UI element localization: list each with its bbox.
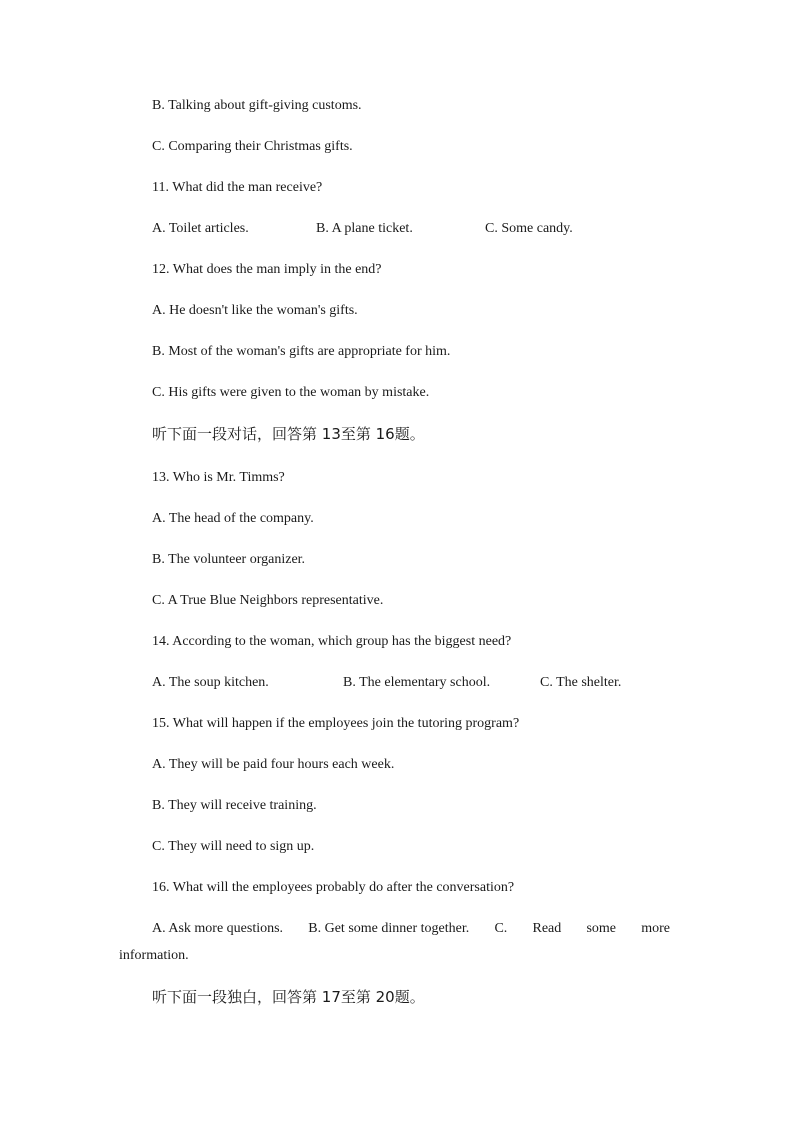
- section-instruction-13-16: 听下面一段对话，回答第 13至第 16题。: [152, 425, 425, 443]
- option-12b: B. Most of the woman's gifts are appropriate for him.: [152, 344, 451, 359]
- option-10c: C. Comparing their Christmas gifts.: [152, 139, 353, 154]
- option-16c-continuation: information.: [119, 948, 189, 963]
- section-instruction-17-20: 听下面一段独白，回答第 17至第 20题。: [152, 988, 425, 1006]
- option-13c: C. A True Blue Neighbors representative.: [152, 593, 384, 608]
- option-16a: A. Ask more questions.: [152, 921, 284, 936]
- options-16: [152, 920, 670, 938]
- option-13a: A. The head of the company.: [152, 511, 314, 526]
- option-14a: A. The soup kitchen.: [152, 675, 269, 690]
- question-11: 11. What did the man receive?: [152, 180, 323, 195]
- option-14c: C. The shelter.: [540, 675, 622, 690]
- option-16b: B. Get some dinner together.: [308, 921, 470, 936]
- option-16c-word: some: [586, 921, 617, 936]
- option-13b: B. The volunteer organizer.: [152, 552, 306, 567]
- question-16: 16. What will the employees probably do after the conversation?: [152, 880, 515, 895]
- question-15: 15. What will happen if the employees join the tutoring program?: [152, 716, 520, 731]
- option-15b: B. They will receive training.: [152, 798, 317, 813]
- option-11b: B. A plane ticket.: [316, 221, 413, 236]
- option-16c-word: Read: [532, 921, 562, 936]
- option-10b: B. Talking about gift-giving customs.: [152, 98, 362, 113]
- option-15a: A. They will be paid four hours each week.: [152, 757, 395, 772]
- option-11c: C. Some candy.: [485, 221, 573, 236]
- option-12a: A. He doesn't like the woman's gifts.: [152, 303, 358, 318]
- option-16c-label: C.: [494, 921, 508, 936]
- option-11a: A. Toilet articles.: [152, 221, 249, 236]
- question-13: 13. Who is Mr. Timms?: [152, 470, 285, 485]
- option-16c-word: more: [641, 921, 670, 936]
- question-14: 14. According to the woman, which group has the biggest need?: [152, 634, 512, 649]
- question-12: 12. What does the man imply in the end?: [152, 262, 382, 277]
- option-12c: C. His gifts were given to the woman by mistake.: [152, 385, 430, 400]
- option-15c: C. They will need to sign up.: [152, 839, 315, 854]
- option-14b: B. The elementary school.: [343, 675, 491, 690]
